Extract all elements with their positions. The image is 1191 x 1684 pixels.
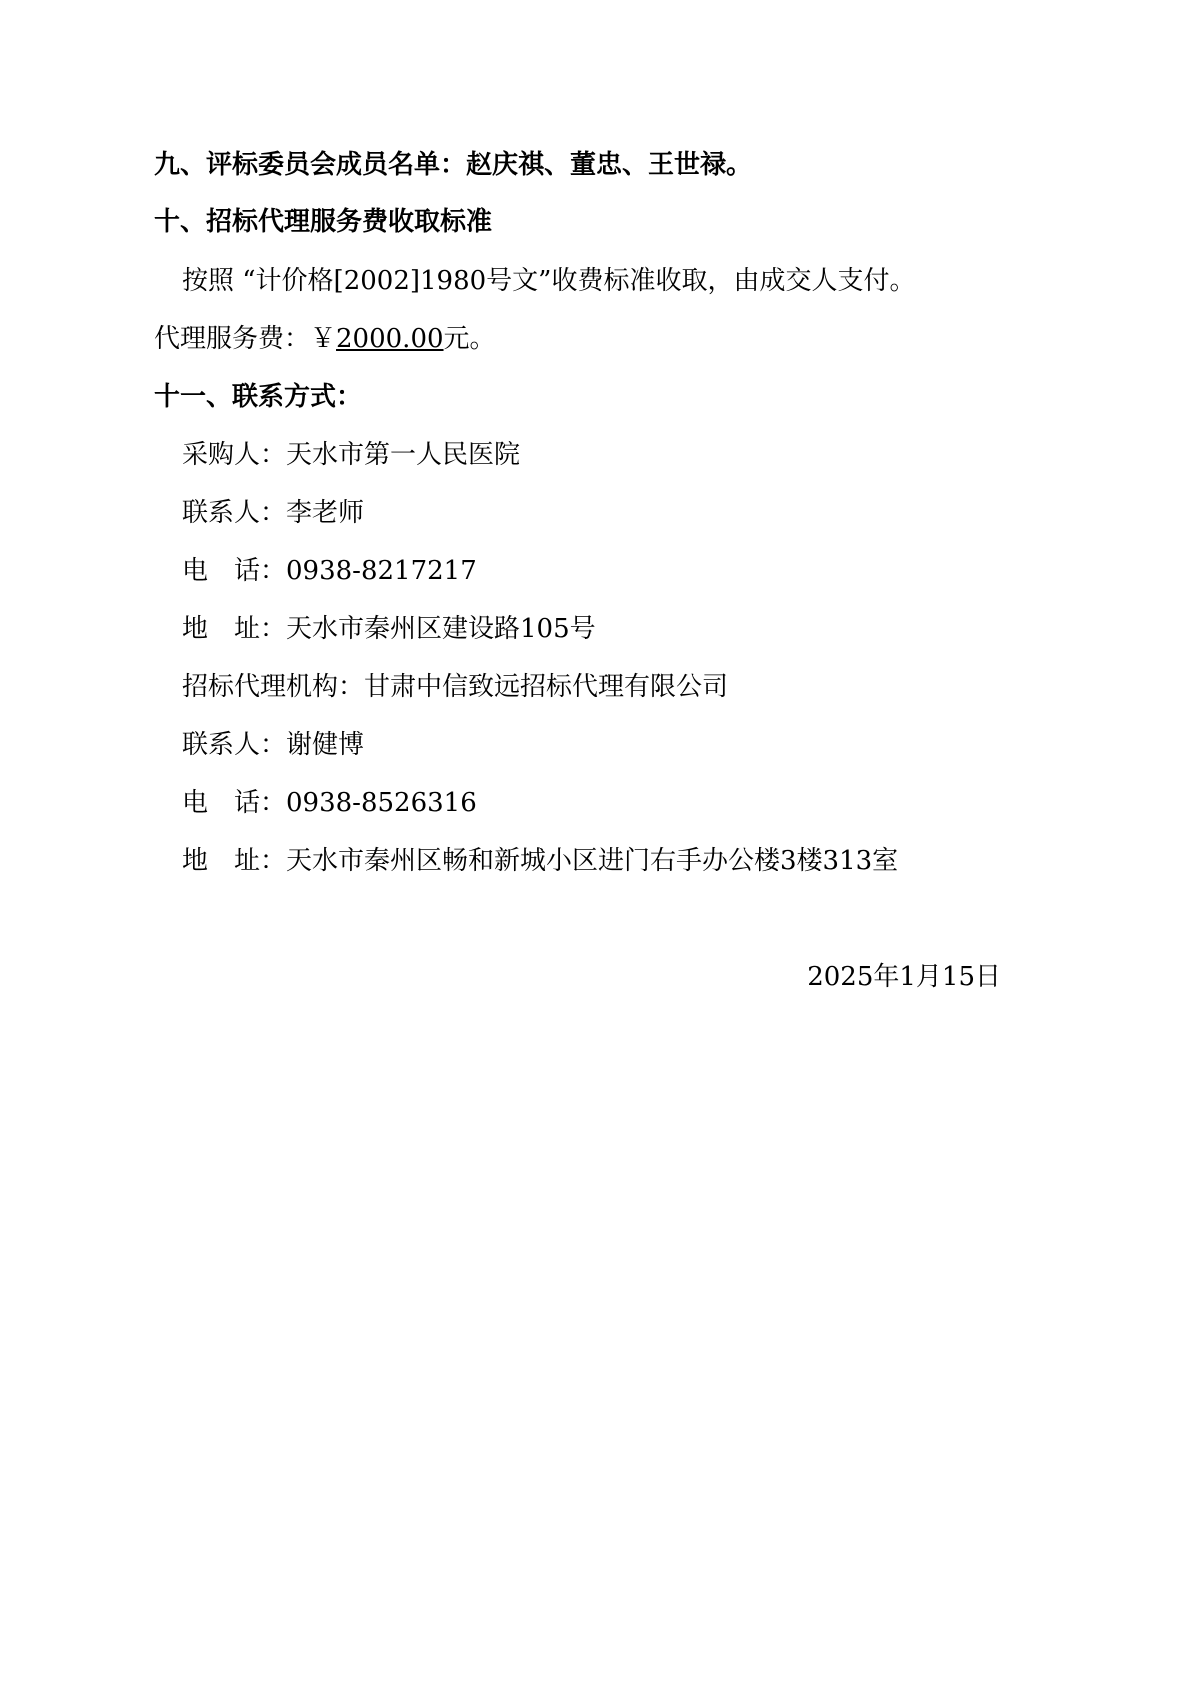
agency-address-line: 地 址：天水市秦州区畅和新城小区进门右手办公楼3楼313室 [182,846,899,876]
purchaser-line: 采购人：天水市第一人民医院 [182,440,521,470]
purchaser-contact-line: 联系人：李老师 [182,498,365,528]
agency-phone-line: 电 话：0938-8526316 [182,788,477,818]
section-10-heading: 十、招标代理服务费收取标准 [154,207,493,237]
agency-contact-line: 联系人：谢健博 [182,730,365,760]
agency-fee-label: 代理服务费：￥ [154,324,337,354]
section-11-heading: 十一、联系方式： [154,382,363,412]
document-date: 2025年1月15日 [807,962,1001,992]
agency-line: 招标代理机构：甘肃中信致远招标代理有限公司 [182,672,729,702]
purchaser-address-line: 地 址：天水市秦州区建设路105号 [182,614,596,644]
purchaser-phone-line: 电 话：0938-8217217 [182,556,477,586]
agency-fee-amount: 2000.00 [336,324,444,354]
section-9-heading: 九、评标委员会成员名单：赵庆祺、董忠、王世禄。 [154,150,753,180]
agency-fee-line [154,322,496,356]
fee-standard-paragraph: 按照 “计价格[2002]1980号文”收费标准收取，由成交人支付。 [182,266,916,296]
agency-fee-suffix: 元。 [443,324,496,354]
